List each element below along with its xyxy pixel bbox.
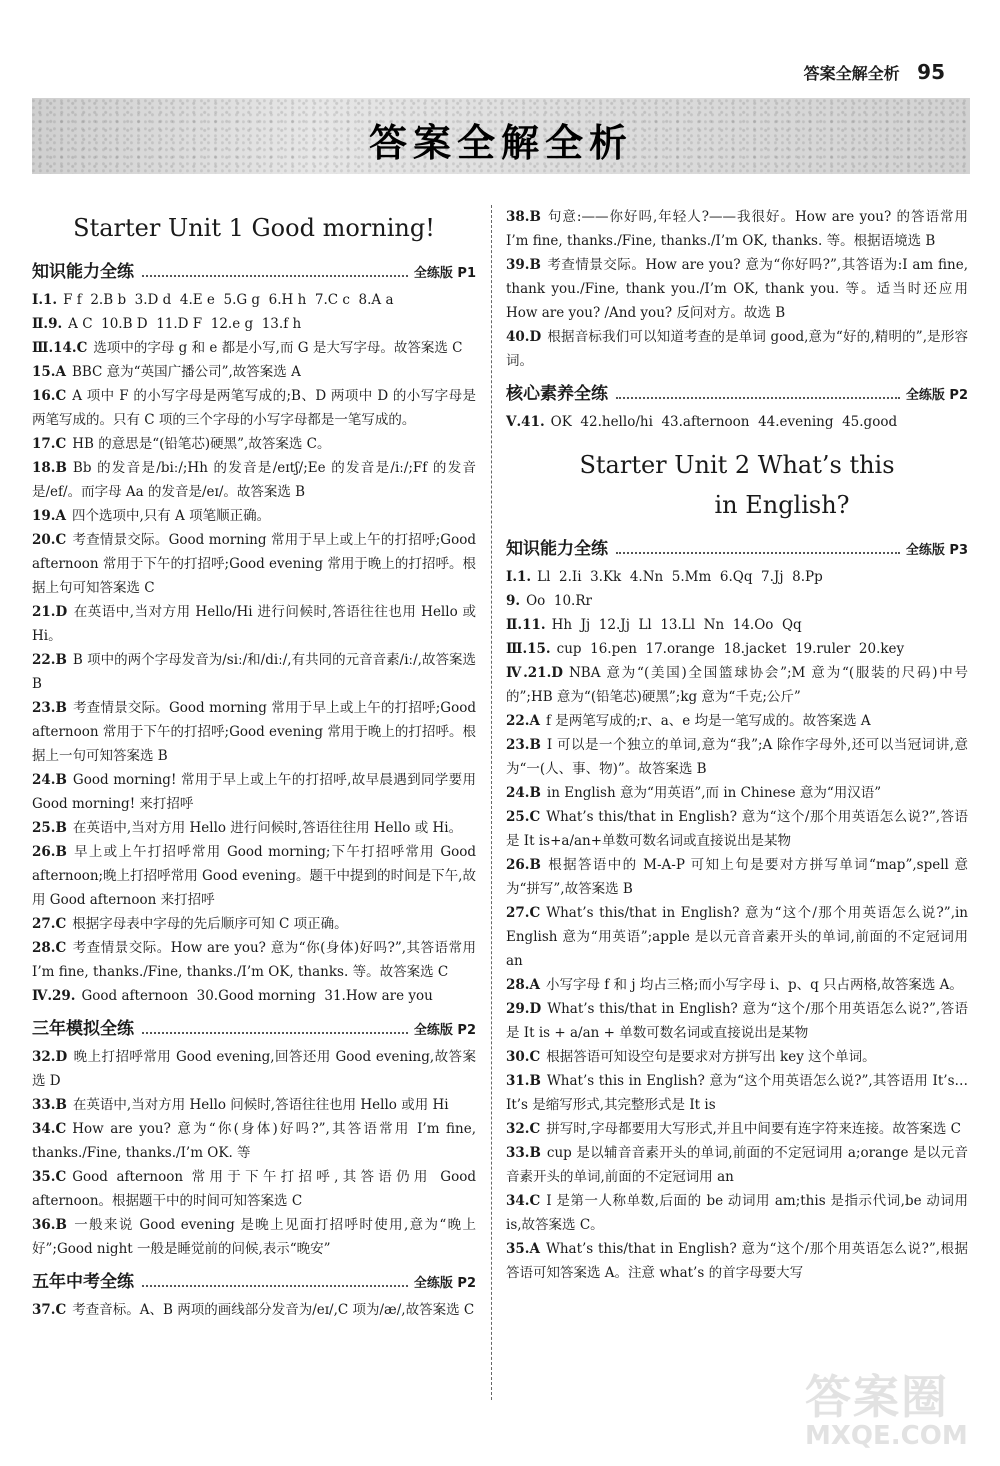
section-name: 五年中考全练 — [32, 1272, 134, 1292]
answer-item — [32, 816, 476, 840]
watermark-line2: MXQE.COM — [805, 1421, 968, 1451]
answer-text: 拼写时,字母都要用大写形式,并且中间要有连字符来连接。故答案选 C — [546, 1121, 961, 1137]
edition-ref: 全练版 P3 — [905, 543, 968, 558]
answer-item — [506, 853, 968, 901]
answer-number: 27.C — [506, 905, 541, 921]
answer-text: Good afternoon 常用于下午打招呼,其答语仍用 Good afternoon。根据题干中的时间可知答案选 C — [32, 1169, 481, 1209]
section-name: 三年模拟全练 — [32, 1019, 134, 1039]
page-number: 95 — [917, 60, 945, 84]
answer-item — [506, 1141, 968, 1189]
unit-2-title — [506, 450, 968, 520]
left-column-body — [32, 257, 481, 1322]
dotted-leader — [142, 1032, 408, 1034]
answer-text: 根据答语中的 M-A-P 可知上句是要对方拼写单词“map”,spell 意为“拼写”,故答案选 B — [506, 857, 968, 897]
answer-text: BBC 意为“英国广播公司”,故答案选 A — [71, 364, 301, 380]
answer-number: 32.C — [506, 1121, 541, 1137]
answer-text: B 项中的两个字母发音为/siː/和/diː/,有共同的元音音素/iː/,故答案选 B — [32, 652, 481, 692]
answer-number: 21.D — [32, 604, 68, 620]
answer-item — [32, 384, 476, 432]
answer-item — [506, 1237, 968, 1285]
answer-item — [32, 1213, 476, 1261]
answer-number: Ⅲ.15. — [506, 641, 551, 657]
answer-number: Ⅲ.14.C — [32, 340, 88, 356]
answer-text: What’s this in English? 意为“这个用英语怎么说?”,其答语用 It’s… It’s 是缩写形式,其完整形式是 It is — [506, 1073, 973, 1113]
answer-item — [506, 613, 968, 637]
answer-text: 根据答语可知设空句是要求对方拼写出 key 这个单词。 — [546, 1049, 876, 1065]
answer-number: 23.B — [32, 700, 67, 716]
answer-text: What’s this/that in English? 意为“这个/那个用英语怎么说?”,in English 意为“用英语”;apple 是以元音音素开头的单词,前面的不定冠词用 an — [506, 905, 973, 969]
answer-item — [32, 1045, 476, 1093]
answer-text: 小写字母 f 和 j 均占三格;而小写字母 i、p、q 只占两格,故答案选 A。 — [545, 977, 963, 993]
left-column — [32, 205, 481, 1322]
answer-item — [506, 973, 968, 997]
section-heading — [32, 257, 476, 282]
answer-item — [32, 984, 476, 1008]
answer-number: 39.B — [506, 257, 541, 273]
answer-item — [506, 565, 968, 589]
answer-item — [32, 648, 481, 696]
edition-ref: 全练版 P2 — [413, 1276, 476, 1291]
answer-text: 选项中的字母 g 和 e 都是小写,而 G 是大写字母。故答案选 C — [93, 340, 463, 356]
answer-text: I 是第一人称单数,后面的 be 动词用 am;this 是指示代词,be 动词用 is,故答案选 C。 — [506, 1193, 973, 1233]
answer-number: 35.C — [32, 1169, 67, 1185]
title-banner — [32, 98, 970, 174]
answer-number: 34.C — [32, 1121, 67, 1137]
answer-number: Ⅱ.11. — [506, 617, 546, 633]
answer-item — [32, 600, 481, 648]
section-heading — [506, 534, 968, 559]
unit-2-title-line1: Starter Unit 2 What’s this — [579, 451, 895, 479]
answer-item — [506, 1117, 968, 1141]
banner-title: 答案全解全析 — [368, 121, 633, 165]
answer-number: 24.B — [32, 772, 67, 788]
answer-number: 15.A — [32, 364, 66, 380]
answer-number: 25.C — [506, 809, 541, 825]
answer-text: NBA 意为“(美国)全国篮球协会”;M 意为“(服装的尺码)中号的”;HB 意为“(铅笔芯)硬黑”;kg 意为“千克;公斤” — [506, 665, 968, 705]
answer-item — [32, 312, 476, 336]
answer-item — [506, 781, 968, 805]
answer-item — [506, 205, 973, 253]
answer-item — [506, 589, 968, 613]
answer-item — [32, 768, 481, 816]
answer-item — [506, 1069, 973, 1117]
answer-number: 33.B — [32, 1097, 67, 1113]
answer-number: 35.A — [506, 1241, 540, 1257]
answer-text: 考查情景交际。Good morning 常用于早上或上午的打招呼;Good afternoon 常用于下午的打招呼;Good evening 常用于晚上的打招呼。根据上句可知答案选 C — [32, 532, 481, 596]
answer-number: Ⅱ.9. — [32, 316, 63, 332]
answer-text: 在英语中,当对方用 Hello 问候时,答语往往也用 Hello 或用 Hi — [72, 1097, 449, 1113]
column-divider — [491, 205, 492, 1400]
watermark — [805, 1370, 975, 1458]
answer-number: 30.C — [506, 1049, 541, 1065]
answer-text: 根据音标我们可以知道考查的是单词 good,意为“好的,精明的”,是形容词。 — [506, 329, 968, 369]
answer-text: Ll 2.Ii 3.Kk 4.Nn 5.Mm 6.Qq 7.Jj 8.Pp — [537, 569, 823, 585]
edition-ref: 全练版 P1 — [413, 266, 476, 281]
section-name: 知识能力全练 — [506, 539, 608, 559]
answer-text: 一般来说 Good evening 是晚上见面打招呼时使用,意为“晚上好”;Good night 一般是睡觉前的问候,表示“晚安” — [32, 1217, 476, 1257]
answer-item — [506, 637, 968, 661]
answer-number: 25.B — [32, 820, 67, 836]
answer-text: 四个选项中,只有 A 项笔顺正确。 — [71, 508, 271, 524]
answer-number: 20.C — [32, 532, 67, 548]
section-heading — [32, 1267, 476, 1292]
answer-number: 18.B — [32, 460, 67, 476]
answer-number: 26.B — [32, 844, 67, 860]
answer-item — [506, 325, 968, 373]
section-heading — [32, 1014, 476, 1039]
dotted-leader — [142, 1285, 408, 1287]
answer-item — [32, 504, 476, 528]
answer-number: 37.C — [32, 1302, 67, 1318]
answer-text: What’s this/that in English? 意为“这个/那个用英语怎么说?”,答语是 It is+a/an+单数可数名词或直接说出是某物 — [506, 809, 968, 849]
answer-item — [32, 288, 476, 312]
answer-text: Hh Jj 12.Jj Ll 13.Ll Nn 14.Oo Qq — [551, 617, 802, 633]
unit-1-title: Starter Unit 1 Good morning! — [73, 214, 435, 242]
answer-item — [506, 253, 973, 325]
answer-number: 23.B — [506, 737, 541, 753]
answer-number: 26.B — [506, 857, 541, 873]
answer-item — [506, 997, 968, 1045]
answer-text: f 是两笔写成的;r、a、e 均是一笔写成的。故答案选 A — [545, 713, 871, 729]
answer-item — [506, 901, 973, 973]
answer-item — [506, 1189, 973, 1237]
answer-number: 29.D — [506, 1001, 542, 1017]
answer-number: 40.D — [506, 329, 542, 345]
answer-text: F f 2.B b 3.D d 4.E e 5.G g 6.H h 7.C c 8.A a — [63, 292, 394, 308]
unit-2-title-line2: in English? — [714, 491, 850, 519]
answer-item — [32, 696, 481, 768]
answer-text: How are you? 意为“你(身体)好吗?”,其答语常用 I’m fine, thanks./Fine, thanks./I’m OK. 等 — [32, 1121, 481, 1161]
answer-number: 38.B — [506, 209, 541, 225]
answer-item — [32, 360, 476, 384]
right-column — [506, 205, 973, 1285]
answer-text: 在英语中,当对方用 Hello 进行问候时,答语往往用 Hello 或 Hi。 — [72, 820, 463, 836]
section-heading — [506, 379, 968, 404]
answer-number: 34.C — [506, 1193, 541, 1209]
answer-number: 24.B — [506, 785, 541, 801]
answer-number: 31.B — [506, 1073, 541, 1089]
answer-number: 33.B — [506, 1145, 541, 1161]
dotted-leader — [616, 552, 900, 554]
answer-item — [32, 456, 476, 504]
answer-text: cup 是以辅音音素开头的单词,前面的不定冠词用 a;orange 是以元音音素开头的单词,前面的不定冠词用 an — [506, 1145, 968, 1185]
edition-ref: 全练版 P2 — [905, 388, 968, 403]
answer-text: I 可以是一个独立的单词,意为“我”;A 除作字母外,还可以当冠词讲,意为“一(人、事、物)”。故答案选 B — [506, 737, 968, 777]
answer-number: Ⅰ.1. — [32, 292, 58, 308]
answer-text: A C 10.B D 11.D F 12.e g 13.f h — [68, 316, 302, 332]
answer-number: 36.B — [32, 1217, 67, 1233]
answer-number: Ⅳ.29. — [32, 988, 76, 1004]
answer-item — [32, 528, 481, 600]
answer-item — [32, 1298, 476, 1322]
answer-text: Good morning! 常用于早上或上午的打招呼,故早晨遇到同学要用 Good morning! 来打招呼 — [32, 772, 481, 812]
answer-item — [506, 709, 968, 733]
answer-text: 早上或上午打招呼常用 Good morning;下午打招呼常用 Good afternoon;晚上打招呼常用 Good evening。题干中提到的时间是下午,故用 Good afternoon 来打招呼 — [32, 844, 481, 908]
answer-text: HB 的意思是“(铅笔芯)硬黑”,故答案选 C。 — [72, 436, 331, 452]
answer-item — [32, 1093, 476, 1117]
answer-text: Oo 10.Rr — [526, 593, 592, 609]
answer-number: 19.A — [32, 508, 66, 524]
answer-item — [32, 432, 476, 456]
answer-item — [506, 805, 968, 853]
right-column-body-b — [506, 534, 973, 1285]
answer-text: cup 16.pen 17.orange 18.jacket 19.ruler 20.key — [556, 641, 905, 657]
answer-text: Bb 的发音是/biː/;Hh 的发音是/eɪtʃ/;Ee 的发音是/iː/;Ff 的发音是/ef/。而字母 Aa 的发音是/eɪ/。故答案选 B — [32, 460, 476, 500]
answer-text: 根据字母表中字母的先后顺序可知 C 项正确。 — [72, 916, 348, 932]
dotted-leader — [616, 397, 900, 399]
answer-item — [32, 1117, 481, 1165]
answer-number: 22.A — [506, 713, 540, 729]
answer-text: What’s this/that in English? 意为“这个/那个用英语怎么说?”,答语是 It is + a/an + 单数可数名词或直接说出是某物 — [506, 1001, 968, 1041]
answer-text: OK 42.hello/hi 43.afternoon 44.evening 45.good — [550, 414, 898, 430]
answer-text: Good afternoon 30.Good morning 31.How are you — [81, 988, 433, 1004]
answer-text: 考查情景交际。How are you? 意为“你好吗?”,其答语为:I am fine, thank you./Fine, thank you./I’m OK, thank you. 等。适当时还应用 How are you? /And you? 反问对方。故选 B — [506, 257, 973, 321]
answer-text: 考查情景交际。Good morning 常用于早上或上午的打招呼;Good afternoon 常用于下午的打招呼;Good evening 常用于晚上的打招呼。根据上一句可知答案选 B — [32, 700, 481, 764]
answer-text: What’s this/that in English? 意为“这个/那个用英语怎么说?”,根据答语可知答案选 A。注意 what’s 的首字母要大写 — [506, 1241, 968, 1281]
answer-item — [506, 1045, 968, 1069]
answer-number: Ⅰ.1. — [506, 569, 532, 585]
answer-item — [506, 410, 968, 434]
answer-item — [506, 661, 968, 709]
section-name: 核心素养全练 — [506, 384, 608, 404]
answer-number: 28.C — [32, 940, 67, 956]
section-name: 知识能力全练 — [32, 262, 134, 282]
answer-text: 考查音标。A、B 两项的画线部分发音为/eɪ/,C 项为/æ/,故答案选 C — [72, 1302, 475, 1318]
answer-text: 句意:——你好吗,年轻人?——我很好。How are you? 的答语常用 I’m fine, thanks./Fine, thanks./I’m OK, thanks. 等。根据语境选 B — [506, 209, 973, 249]
running-head — [804, 60, 945, 84]
answer-text: in English 意为“用英语”,而 in Chinese 意为“用汉语” — [546, 785, 882, 801]
answer-text: A 项中 F 的小写字母是两笔写成的;B、D 两项中 D 的小写字母是两笔写成的。只有 C 项的三个字母的小写字母都是一笔写成的。 — [32, 388, 476, 428]
answer-text: 考查情景交际。How are you? 意为“你(身体)好吗?”,其答语常用 I’m fine, thanks./Fine, thanks./I’m OK, thanks. 等。故答案选 C — [32, 940, 481, 980]
answer-item — [32, 1165, 481, 1213]
running-head-title: 答案全解全析 — [803, 64, 900, 83]
answer-number: Ⅳ.21.D — [506, 665, 563, 681]
answer-item — [506, 733, 968, 781]
answer-number: 28.A — [506, 977, 540, 993]
answer-number: 27.C — [32, 916, 67, 932]
edition-ref: 全练版 P2 — [413, 1023, 476, 1038]
dotted-leader — [142, 275, 408, 277]
answer-number: 9. — [506, 593, 521, 609]
answer-text: 在英语中,当对方用 Hello/Hi 进行问候时,答语往往也用 Hello 或 Hi。 — [32, 604, 481, 644]
answer-item — [32, 912, 476, 936]
watermark-line1: 答案圈 — [805, 1370, 949, 1424]
answer-number: Ⅴ.41. — [506, 414, 545, 430]
answer-item — [32, 336, 476, 360]
answer-number: 16.C — [32, 388, 67, 404]
answer-text: 晚上打招呼常用 Good evening,回答还用 Good evening,故答案选 D — [32, 1049, 476, 1089]
answer-item — [32, 840, 481, 912]
answer-item — [32, 936, 481, 984]
answer-number: 22.B — [32, 652, 67, 668]
answer-number: 32.D — [32, 1049, 68, 1065]
answer-number: 17.C — [32, 436, 67, 452]
right-column-body-a — [506, 205, 973, 434]
